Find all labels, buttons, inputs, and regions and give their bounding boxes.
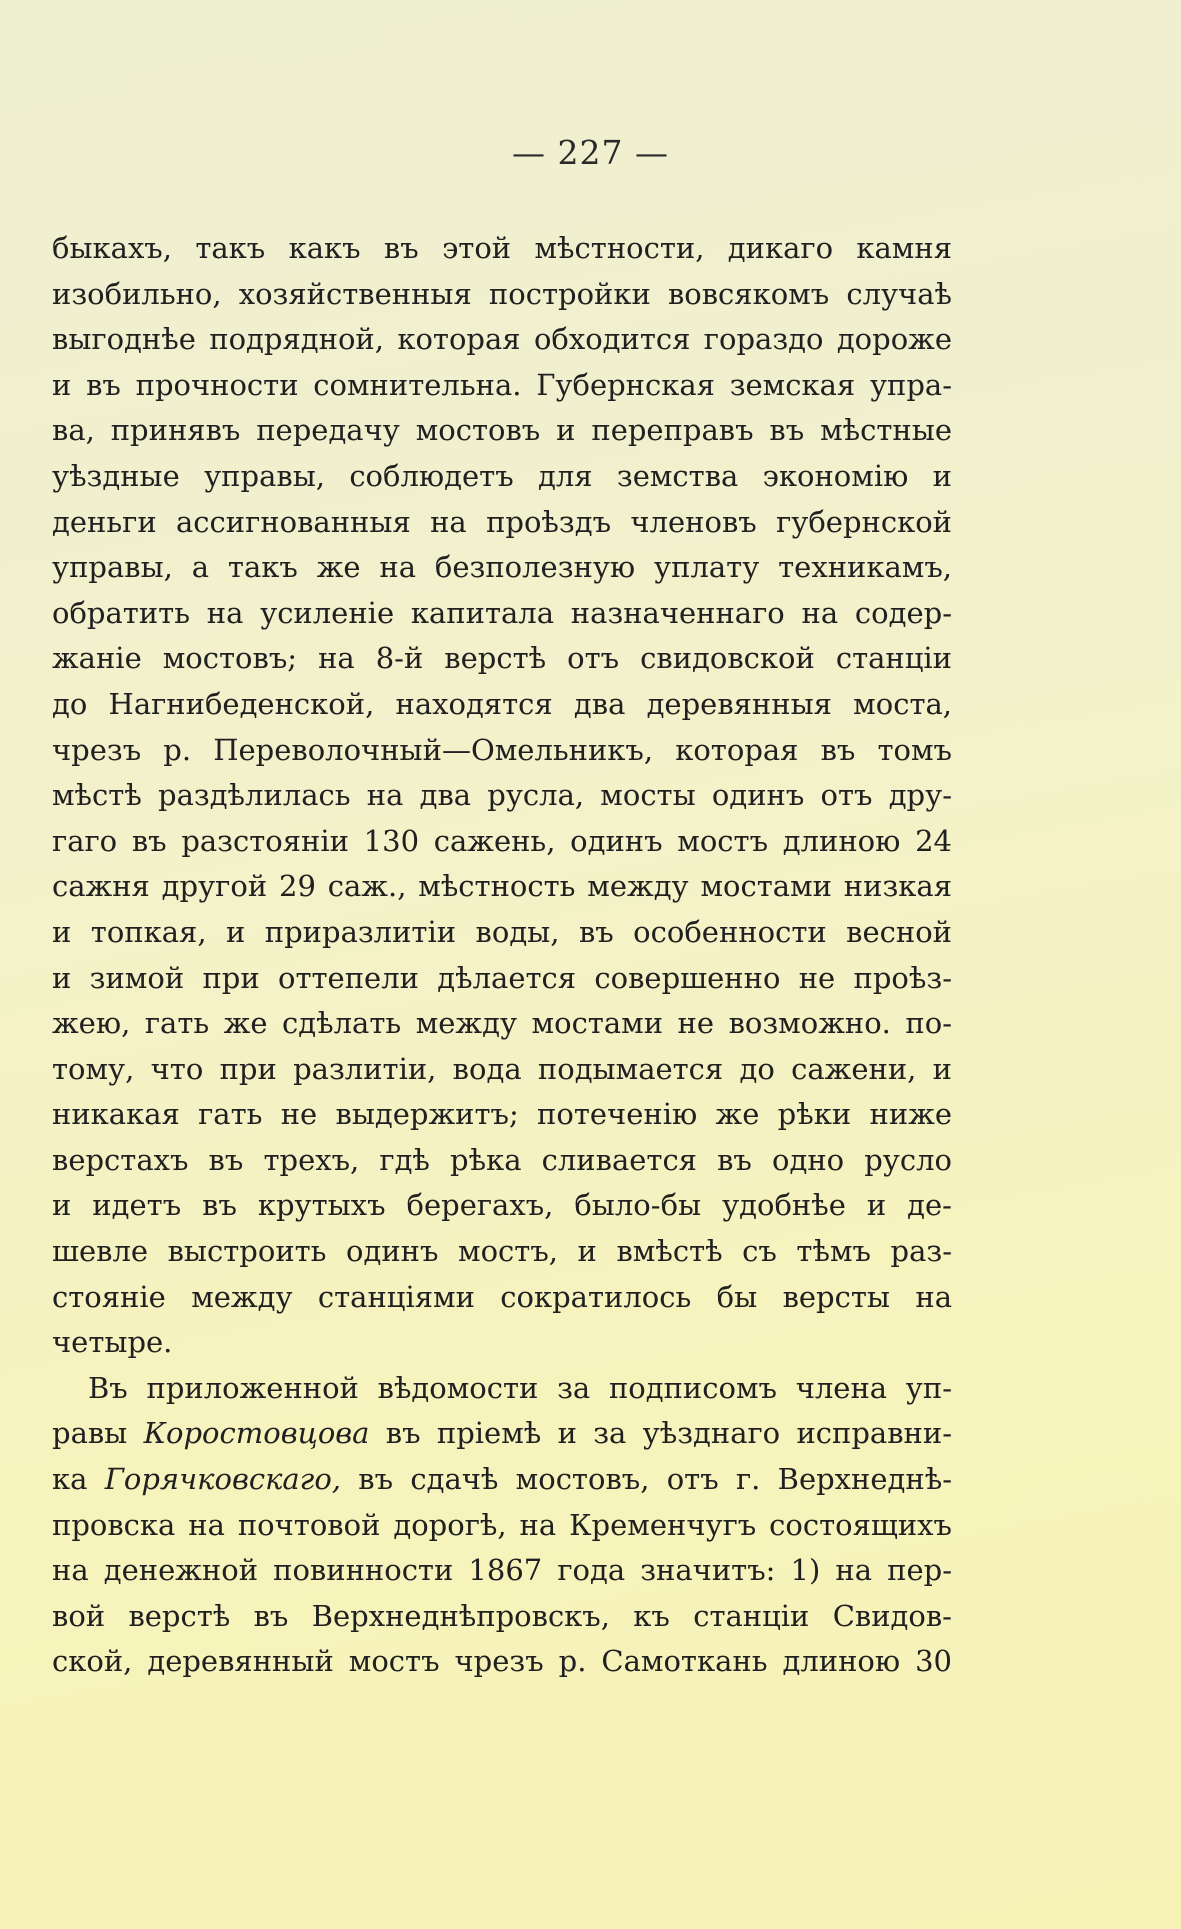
text-line: до Нагнибеденской, находятся два деревянныя моста,: [52, 686, 952, 721]
text-line: и идетъ въ крутыхъ берегахъ, было-бы удобнѣе и де-: [52, 1188, 952, 1223]
text-line: изобильно, хозяйственныя постройки вовсякомъ случаѣ: [52, 276, 952, 311]
text-line: и въ прочности сомнительна. Губернская земская упра-: [52, 367, 952, 402]
italic-name: Горячковскаго,: [104, 1462, 342, 1497]
text-line: Въ приложенной вѣдомости за подписомъ члена уп-: [88, 1370, 952, 1405]
paragraph-2: [52, 1366, 952, 1685]
text-line: и зимой при оттепели дѣлается совершенно не проѣз-: [52, 960, 952, 995]
text-line: деньги ассигнованныя на проѣздъ членовъ губернской: [52, 504, 952, 539]
text-line: быкахъ, такъ какъ въ этой мѣстности, дикаго камня: [52, 231, 952, 265]
text-line: и топкая, и приразлитіи воды, въ особенности весной: [52, 914, 952, 949]
text-span: въ пріемѣ и за уѣзднаго исправни-: [369, 1416, 952, 1451]
text-line: на денежной повинности 1867 года значитъ: 1) на пер-: [52, 1553, 952, 1588]
text-span: въ сдачѣ мостовъ, отъ г. Верхнеднѣ-: [341, 1462, 952, 1497]
text-line: стояніе между станціями сократилось бы версты на: [52, 1279, 952, 1314]
text-line: провска на почтовой дорогѣ, на Кременчугъ состоящихъ: [52, 1507, 952, 1542]
text-line: верстахъ въ трехъ, гдѣ рѣка сливается въ одно русло: [52, 1142, 952, 1177]
italic-name: Коростовцова: [143, 1416, 370, 1451]
text-line: тому, что при разлитіи, вода подымается до сажени, и: [52, 1051, 952, 1086]
text-line: обратить на усиленіе капитала назначеннаго на содер-: [52, 595, 952, 630]
text-line: сажня другой 29 саж., мѣстность между мостами низкая: [52, 869, 952, 904]
text-line: [52, 1457, 952, 1503]
text-span: ка: [52, 1462, 105, 1497]
text-span: равы: [52, 1416, 144, 1451]
paragraph-1: [52, 226, 952, 1366]
text-line: управы, а такъ же на безполезную уплату техникамъ,: [52, 550, 952, 585]
text-line: шевле выстроить одинъ мостъ, и вмѣстѣ съ тѣмъ раз-: [52, 1234, 952, 1269]
body-text: [52, 226, 952, 1685]
text-line: ва, принявъ передачу мостовъ и переправъ въ мѣстные: [52, 413, 952, 448]
text-line: четыре.: [52, 1325, 173, 1360]
text-line: гаго въ разстояніи 130 сажень, одинъ мостъ длиною 24: [52, 823, 952, 858]
text-line: жаніе мостовъ; на 8-й верстѣ отъ свидовской станціи: [52, 641, 952, 676]
text-line: чрезъ р. Переволочный—Омельникъ, которая въ томъ: [52, 732, 952, 767]
text-line: жею, гать же сдѣлать между мостами не возможно. по-: [52, 1006, 952, 1041]
page-number: — 227 —: [512, 133, 669, 172]
text-line: уѣздные управы, соблюдетъ для земства экономію и: [52, 458, 952, 493]
text-line: [52, 1411, 952, 1457]
text-line: мѣстѣ раздѣлилась на два русла, мосты одинъ отъ дру-: [52, 778, 952, 813]
text-line: выгоднѣе подрядной, которая обходится гораздо дороже: [52, 322, 952, 357]
text-line: ской, деревянный мостъ чрезъ р. Самоткань длиною 30: [52, 1644, 952, 1679]
text-line: вой верстѣ въ Верхнеднѣпровскъ, къ станціи Свидов-: [52, 1598, 952, 1633]
text-line: никакая гать не выдержитъ; потеченію же рѣки ниже: [52, 1097, 952, 1132]
